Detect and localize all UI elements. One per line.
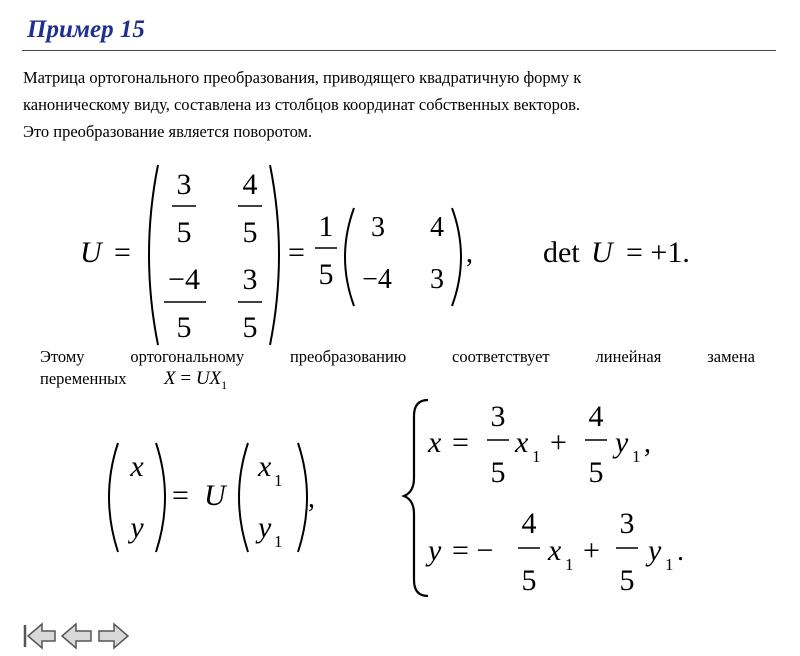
sys1-v1-sub: 1 [532, 447, 541, 466]
prev-page-icon[interactable] [60, 621, 94, 651]
sys1-end: , [644, 428, 651, 459]
int-entry-22: 3 [430, 264, 444, 295]
first-page-icon[interactable] [22, 621, 58, 651]
sys2-f1-den: 5 [521, 564, 537, 597]
vec-x: x [130, 450, 144, 483]
sys2-v1-sub: 1 [565, 555, 574, 574]
scalar-fraction [315, 210, 337, 291]
sys1-f1-den: 5 [490, 456, 506, 489]
vec-u: U [204, 479, 226, 512]
int-entry-21: −4 [362, 264, 392, 295]
denominator: 5 [242, 311, 258, 344]
sys2-v1: x [548, 534, 562, 567]
vec-y: y [130, 511, 144, 544]
sys2-v2-sub: 1 [665, 555, 674, 574]
sys2-plus: + [583, 534, 600, 567]
det-var: U [591, 236, 613, 269]
sys2-v2: y [648, 534, 662, 567]
left-paren-v2 [239, 443, 248, 552]
comma-1: , [466, 238, 473, 269]
vec-y1: y [258, 511, 272, 544]
frac-entry-11 [172, 168, 196, 249]
left-paren-v1 [109, 443, 118, 552]
equals-sign-1: = [114, 236, 131, 269]
right-paren-v1 [156, 443, 165, 552]
matrix-equation [80, 165, 690, 345]
sys1-plus: + [550, 426, 567, 459]
intro-line-1: Матрица ортогонального преобразования, приводящего квадратичную форму к [23, 68, 582, 87]
numerator: 3 [176, 168, 192, 201]
numerator: 1 [318, 210, 334, 243]
sys1-f1-num: 3 [490, 400, 506, 433]
next-page-icon[interactable] [96, 621, 130, 651]
int-entry-11: 3 [371, 212, 385, 243]
sys1-lhs: x [428, 426, 442, 459]
frac-entry-22 [238, 263, 262, 344]
sys2-f2-den: 5 [619, 564, 635, 597]
int-entry-12: 4 [430, 212, 444, 243]
denominator: 5 [176, 216, 192, 249]
inline-sub: 1 [221, 377, 228, 392]
sys2-lhs: y [428, 534, 442, 567]
matrix-var-u: U [80, 236, 102, 269]
sys1-v2-sub: 1 [632, 447, 641, 466]
left-paren-big [149, 165, 158, 345]
sys1-f2-den: 5 [588, 456, 604, 489]
inline-eq: = [175, 368, 196, 389]
intro-line-2: каноническому виду, составлена из столбцов координат собственных векторов. [23, 95, 580, 114]
sys2-f1-num: 4 [521, 507, 537, 540]
sys1-f2-num: 4 [588, 400, 604, 433]
left-brace [404, 400, 428, 596]
inline-lhs: X [164, 368, 176, 389]
numerator: −4 [168, 263, 200, 296]
right-paren-int [452, 208, 461, 306]
slide-title: Пример 15 [27, 16, 145, 43]
sys2-eq: = − [452, 534, 494, 567]
sys1-eq: = [452, 426, 469, 459]
vec-y1-sub: 1 [274, 532, 283, 551]
vec-x1: x [258, 450, 272, 483]
sys2-end: . [677, 536, 684, 567]
denominator: 5 [176, 311, 192, 344]
det-value: = +1. [626, 236, 690, 269]
sys1-v1: x [515, 426, 529, 459]
substitution-paragraph-line2: переменных [40, 369, 127, 388]
det-label: det [543, 236, 580, 269]
right-paren-v2 [298, 443, 307, 552]
vector-equation [109, 443, 315, 552]
frac-entry-12 [238, 168, 262, 249]
denominator: 5 [242, 216, 258, 249]
inline-equation [164, 368, 227, 393]
numerator: 3 [242, 263, 258, 296]
left-paren-int [345, 208, 354, 306]
inline-rhs: UX [195, 368, 222, 389]
sys2-f2-num: 3 [619, 507, 635, 540]
vec-x1-sub: 1 [274, 471, 283, 490]
denominator: 5 [318, 258, 334, 291]
equation-system [404, 400, 684, 597]
comma-2: , [308, 483, 315, 514]
substitution-paragraph-line1: Этому ортогональному преобразованию соответствует линейная замена [40, 347, 755, 366]
numerator: 4 [242, 168, 258, 201]
right-paren-big [270, 165, 279, 345]
equals-sign-3: = [172, 479, 189, 512]
frac-entry-21 [164, 263, 206, 344]
sys1-v2: y [615, 426, 629, 459]
intro-line-3: Это преобразование является поворотом. [23, 122, 313, 141]
equals-sign-2: = [288, 236, 305, 269]
